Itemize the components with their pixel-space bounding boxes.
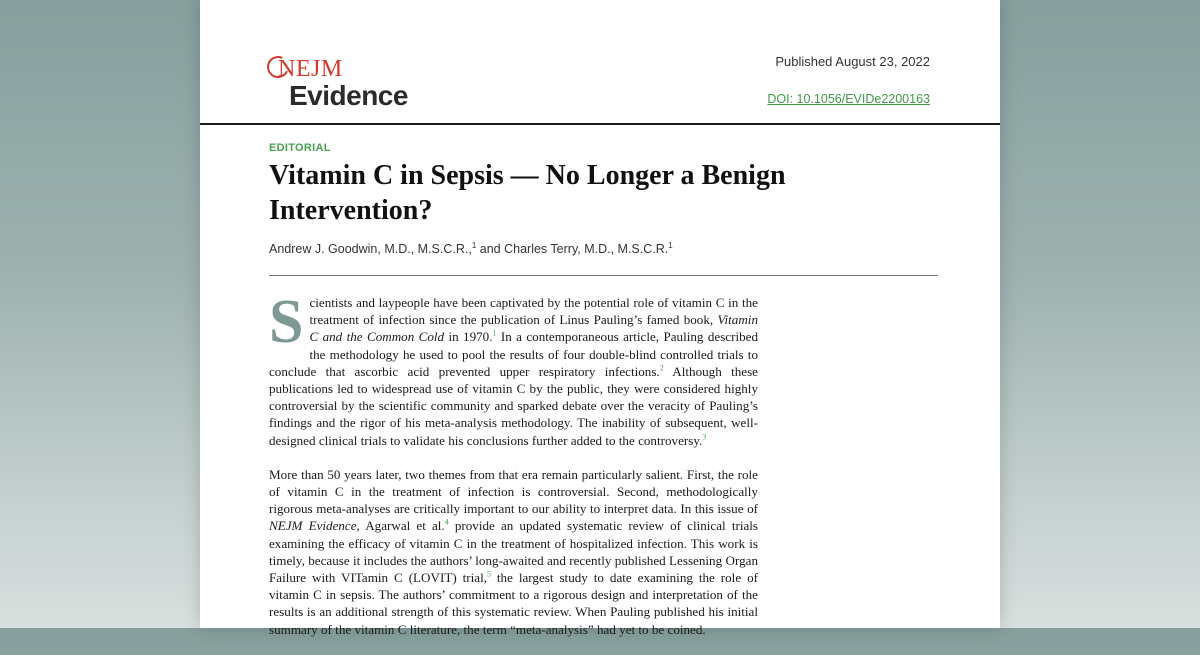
text: in 1970. bbox=[444, 329, 493, 345]
section-label: EDITORIAL bbox=[269, 142, 331, 154]
article-title: Vitamin C in Sepsis — No Longer a Benign Intervention? bbox=[269, 160, 786, 226]
text: cientists and laypeople have been captivated by the potential role of vitamin C in the treatment of infection since the publication of Linus Pauling’s famed book, bbox=[309, 295, 758, 328]
author-1-affiliation[interactable]: 1 bbox=[471, 241, 477, 250]
article-body bbox=[269, 288, 758, 655]
book-title: Vitamin C and the Common Cold bbox=[309, 312, 758, 345]
title-divider bbox=[269, 275, 938, 276]
text: In a contemporaneous article, Pauling described the methodology he used to pool the results of four double-blind controlled trials to conclude that ascorbic acid prevented upper respiratory infections. bbox=[269, 329, 758, 379]
drop-cap: S bbox=[269, 288, 304, 356]
text: More than 50 years later, two themes from that era remain particularly salient. First, the role of vitamin C in the treatment of infection is controversial. Second, methodologically rigorous meta-analyses are critically important to our ability to interpret data. In this issue of bbox=[269, 466, 758, 517]
author-1: Andrew J. Goodwin, M.D., M.S.C.R., bbox=[269, 242, 472, 257]
reference-link[interactable]: 1 bbox=[492, 329, 497, 339]
article-page bbox=[200, 0, 1000, 637]
reference-link[interactable]: 2 bbox=[659, 363, 664, 373]
author-line bbox=[269, 241, 673, 256]
header-divider bbox=[200, 123, 1000, 125]
logo-evidence-text: Evidence bbox=[289, 80, 408, 111]
text: Although these publications led to widespread use of vitamin C by the public, they were considered highly controversial by the scientific community and sparked debate over the veracity of Pauling’s findings and the rigor of his meta-analysis methodology. The inability of subsequent, well-designed clinical trials to validate his conclusions further added to the controversy. bbox=[269, 363, 758, 448]
text: the largest study to date examining the role of vitamin C in sepsis. The authors’ commitment to a rigorous design and interpretation of the results is an additional strength of this systematic review. When Pauling published his initial summary of the vitamin C literature, the term “meta-analysis” had yet to be coined. bbox=[269, 570, 758, 637]
published-date: Published August 23, 2022 bbox=[775, 54, 930, 69]
author-2: and Charles Terry, M.D., M.S.C.R. bbox=[476, 242, 669, 257]
author-2-affiliation[interactable]: 1 bbox=[668, 241, 673, 250]
paragraph-1 bbox=[269, 288, 758, 449]
paragraph-2 bbox=[269, 466, 758, 638]
logo-nejm-text: NEJM bbox=[278, 56, 343, 82]
reference-link[interactable]: 5 bbox=[486, 569, 491, 579]
reference-link[interactable]: 3 bbox=[702, 432, 707, 442]
journal-name: NEJM Evidence bbox=[269, 518, 357, 534]
reference-link[interactable]: 4 bbox=[444, 518, 449, 528]
doi-link[interactable]: DOI: 10.1056/EVIDe2200163 bbox=[767, 92, 930, 106]
text: provide an updated systematic review of clinical trials examining the efficacy of vitamin C in the treatment of hospitalized infection. This work is timely, because it includes the authors’ long-awaited and recently published Lessening Organ Failure with VITamin C (LOVIT) trial, bbox=[269, 518, 758, 586]
journal-logo[interactable] bbox=[267, 56, 417, 116]
text: , Agarwal et al. bbox=[356, 518, 445, 534]
